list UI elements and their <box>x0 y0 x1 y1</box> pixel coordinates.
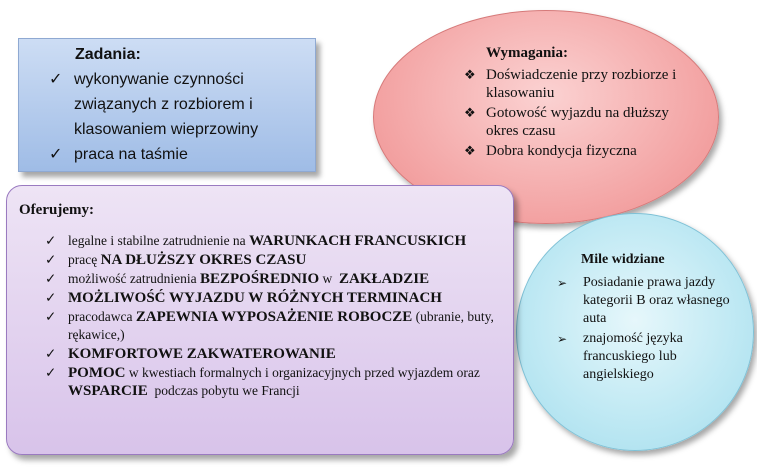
diamond-bullet-icon: ❖ <box>464 67 476 82</box>
offer-text: w <box>319 271 340 286</box>
nice-to-have-circle <box>516 213 754 451</box>
list-item <box>45 270 513 288</box>
list-item <box>45 289 513 307</box>
offer-title: Oferujemy: <box>19 202 94 218</box>
requirements-title: Wymagania: <box>486 45 568 61</box>
offer-box <box>6 185 514 455</box>
arrow-bullet-icon: ➢ <box>557 332 568 346</box>
list-item <box>557 330 737 384</box>
list-item <box>464 104 694 140</box>
checkmark-icon: ✓ <box>45 233 57 248</box>
checkmark-icon: ✓ <box>45 290 57 305</box>
offer-text: w kwestiach formalnych i organizacyjnych przed wyjazdem oraz <box>125 365 480 380</box>
tasks-title: Zadania: <box>75 46 141 63</box>
offer-emphasis: NA DŁUŻSZY OKRES CZASU <box>100 252 307 268</box>
offer-emphasis: BEZPOŚREDNIO <box>199 271 320 287</box>
list-item-text: Doświadczenie przy rozbiorze i klasowaniu <box>486 67 677 101</box>
offer-text: pracę <box>68 252 101 267</box>
offer-emphasis: ZAPEWNIA WYPOSAŻENIE ROBOCZE <box>135 309 413 325</box>
offer-text: (ubranie, buty, rękawice,) <box>68 309 494 342</box>
offer-emphasis: KOMFORTOWE ZAKWATEROWANIE <box>68 346 336 362</box>
checkmark-icon: ✓ <box>45 365 57 380</box>
arrow-bullet-icon: ➢ <box>557 276 568 290</box>
list-item-text: znajomość języka francuskiego lub angielskiego <box>583 331 683 382</box>
offer-emphasis: ZAKŁADZIE <box>339 271 430 287</box>
diamond-bullet-icon: ❖ <box>464 105 476 120</box>
list-item <box>45 232 513 250</box>
offer-list <box>45 232 513 401</box>
list-item <box>45 345 513 363</box>
checkmark-icon: ✓ <box>45 271 57 286</box>
nice-to-have-list <box>557 274 737 386</box>
offer-text: legalne i stabilne zatrudnienie na <box>68 233 250 248</box>
checkmark-icon: ✓ <box>49 71 63 88</box>
list-item <box>464 142 694 160</box>
offer-text: możliwość zatrudnienia <box>68 271 200 286</box>
requirements-list <box>464 66 694 162</box>
checkmark-icon: ✓ <box>45 346 57 361</box>
tasks-list <box>49 67 309 167</box>
list-item <box>49 142 309 167</box>
checkmark-icon: ✓ <box>45 309 57 324</box>
list-item-text: Posiadanie prawa jazdy kategorii B oraz własnego auta <box>583 275 730 326</box>
offer-text: pracodawca <box>68 309 136 324</box>
offer-emphasis: WARUNKACH FRANCUSKICH <box>249 233 467 249</box>
checkmark-icon: ✓ <box>49 146 63 163</box>
list-item-text: praca na taśmie <box>74 146 188 163</box>
list-item <box>557 274 737 328</box>
list-item <box>45 364 513 400</box>
offer-emphasis: WSPARCIE <box>68 383 148 399</box>
list-item <box>464 66 694 102</box>
nice-to-have-title: Mile widziane <box>581 252 665 267</box>
tasks-box <box>18 38 316 172</box>
diamond-bullet-icon: ❖ <box>464 143 476 158</box>
offer-emphasis: MOŻLIWOŚĆ WYJAZDU W RÓŻNYCH TERMINACH <box>68 290 442 306</box>
list-item-text: wykonywanie czynności związanych z rozbiorem i klasowaniem wieprzowiny <box>74 71 259 138</box>
list-item <box>49 67 309 142</box>
offer-text: podczas pobytu we Francji <box>147 383 300 398</box>
list-item <box>45 251 513 269</box>
offer-emphasis: POMOC <box>68 365 126 381</box>
list-item-text: Dobra kondycja fizyczna <box>486 143 637 159</box>
list-item <box>45 308 513 344</box>
list-item-text: Gotowość wyjazdu na dłuższy okres czasu <box>486 105 669 139</box>
checkmark-icon: ✓ <box>45 252 57 267</box>
